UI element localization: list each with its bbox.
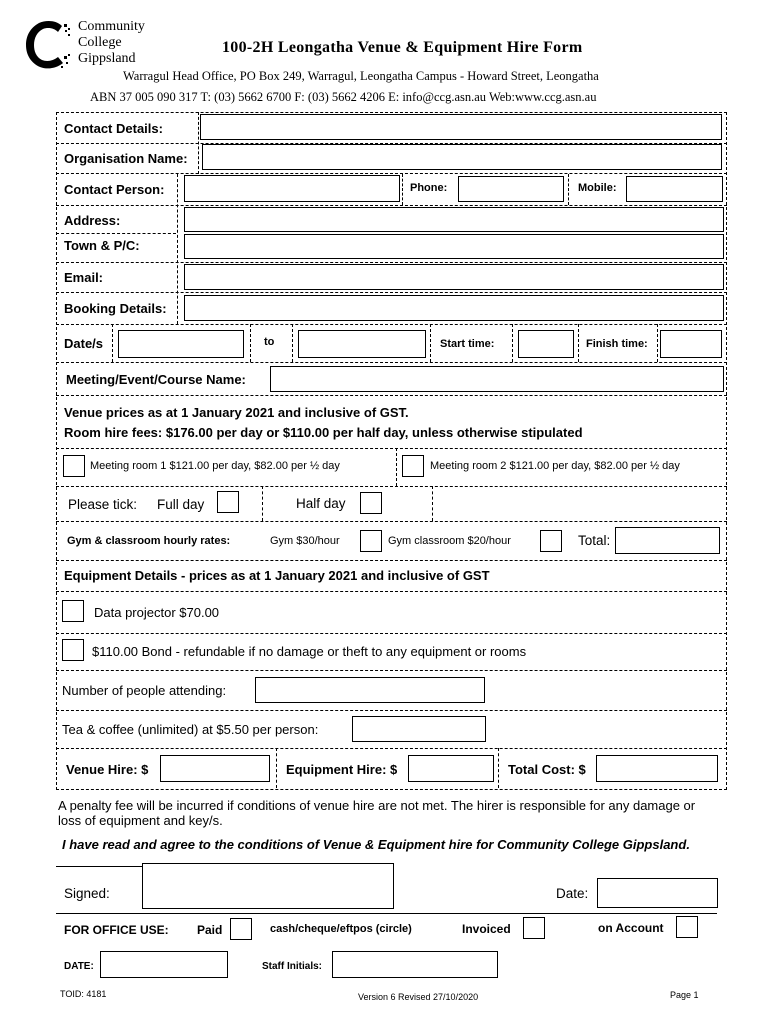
meeting-room-1-label: Meeting room 1 $121.00 per day, $82.00 per ½ day — [90, 460, 340, 472]
gym-checkbox[interactable] — [360, 530, 382, 552]
address-label: Address: — [64, 213, 121, 228]
office-date-label: DATE: — [64, 961, 94, 972]
staff-initials-field[interactable] — [332, 951, 498, 978]
penalty-text: A penalty fee will be incurred if conditions of venue hire are not met. The hirer is responsible for any damage or loss of equipment and key/s. — [58, 798, 696, 828]
please-tick-label: Please tick: — [68, 497, 138, 512]
meeting-name-field[interactable] — [270, 366, 724, 392]
page-number: Page 1 — [670, 990, 699, 1000]
room-hire-fees: Room hire fees: $176.00 per day or $110.00 per half day, unless otherwise stipulated — [64, 425, 583, 440]
total-cost-label: Total Cost: $ — [508, 762, 586, 777]
gym-label: Gym $30/hour — [270, 535, 340, 547]
booking-details-label: Booking Details: — [64, 301, 167, 316]
date-to-field[interactable] — [298, 330, 426, 358]
full-day-label: Full day — [157, 497, 205, 512]
office-use-label: FOR OFFICE USE: — [64, 923, 169, 937]
venue-hire-field[interactable] — [160, 755, 270, 782]
logo-line: College — [78, 35, 122, 50]
data-projector-label: Data projector $70.00 — [94, 605, 220, 620]
total-field[interactable] — [615, 527, 720, 554]
mobile-label: Mobile: — [578, 182, 617, 194]
office-divider — [56, 913, 717, 914]
data-projector-checkbox[interactable] — [62, 600, 84, 622]
page-title: 100-2H Leongatha Venue & Equipment Hire Form — [222, 39, 583, 56]
meeting-room-1-checkbox[interactable] — [63, 455, 85, 477]
organisation-label: Organisation Name: — [64, 151, 188, 166]
toid-label: TOID: 4181 — [60, 989, 107, 999]
logo-line: Gippsland — [78, 51, 136, 66]
bond-checkbox[interactable] — [62, 639, 84, 661]
date-from-field[interactable] — [118, 330, 244, 358]
town-field[interactable] — [184, 234, 724, 259]
abn-line: ABN 37 005 090 317 T: (03) 5662 6700 F: (03) 5662 4206 E: info@ccg.asn.au Web:www.ccg.asn.au — [90, 90, 597, 104]
contact-details-label: Contact Details: — [64, 121, 163, 136]
invoiced-label: Invoiced — [462, 922, 511, 936]
phone-label: Phone: — [410, 182, 448, 194]
paid-label: Paid — [197, 923, 223, 937]
start-time-label: Start time: — [440, 338, 495, 350]
payment-method-label: cash/cheque/eftpos (circle) — [270, 923, 412, 935]
logo-line: Community — [78, 19, 145, 34]
logo-c-mark-icon — [22, 18, 72, 70]
on-account-label: on Account — [598, 921, 664, 935]
office-date-field[interactable] — [100, 951, 228, 978]
contact-person-field[interactable] — [184, 175, 400, 202]
booking-details-field[interactable] — [184, 295, 724, 321]
gym-classroom-label: Gym classroom $20/hour — [388, 535, 511, 547]
bond-label: $110.00 Bond - refundable if no damage or theft to any equipment or rooms — [92, 644, 527, 659]
equipment-heading: Equipment Details - prices as at 1 January 2021 and inclusive of GST — [64, 568, 490, 583]
half-day-label: Half day — [296, 496, 346, 511]
contact-person-label: Contact Person: — [64, 182, 165, 197]
gym-classroom-checkbox[interactable] — [540, 530, 562, 552]
invoiced-checkbox[interactable] — [523, 917, 545, 939]
logo-text — [78, 19, 145, 67]
town-label: Town & P/C: — [64, 238, 140, 253]
logo — [22, 18, 72, 70]
equipment-hire-field[interactable] — [408, 755, 494, 782]
email-label: Email: — [64, 270, 104, 285]
organisation-field[interactable] — [202, 144, 722, 170]
full-day-checkbox[interactable] — [217, 491, 239, 513]
venue-hire-label: Venue Hire: $ — [66, 762, 149, 777]
contact-details-field[interactable] — [200, 114, 722, 140]
email-field[interactable] — [184, 264, 724, 290]
agreement-text: I have read and agree to the conditions of Venue & Equipment hire for Community College Gippsland. — [62, 837, 690, 852]
half-day-checkbox[interactable] — [360, 492, 382, 514]
mobile-field[interactable] — [626, 176, 723, 202]
staff-initials-label: Staff Initials: — [262, 961, 323, 972]
meeting-name-label: Meeting/Event/Course Name: — [66, 372, 246, 387]
people-attending-label: Number of people attending: — [62, 683, 227, 698]
sign-date-field[interactable] — [597, 878, 718, 908]
finish-time-label: Finish time: — [586, 338, 648, 350]
sign-date-label: Date: — [556, 886, 589, 901]
dates-label: Date/s — [64, 336, 104, 351]
tea-coffee-field[interactable] — [352, 716, 486, 742]
finish-time-field[interactable] — [660, 330, 722, 358]
meeting-room-2-label: Meeting room 2 $121.00 per day, $82.00 per ½ day — [430, 460, 680, 472]
people-attending-field[interactable] — [255, 677, 485, 703]
gym-rates-label: Gym & classroom hourly rates: — [67, 535, 231, 547]
on-account-checkbox[interactable] — [676, 916, 698, 938]
venue-prices-heading: Venue prices as at 1 January 2021 and inclusive of GST. — [64, 405, 409, 420]
total-cost-field[interactable] — [596, 755, 718, 782]
version-label: Version 6 Revised 27/10/2020 — [358, 992, 479, 1002]
start-time-field[interactable] — [518, 330, 574, 358]
address-field[interactable] — [184, 207, 724, 232]
phone-field[interactable] — [458, 176, 564, 202]
meeting-room-2-checkbox[interactable] — [402, 455, 424, 477]
address-line: Warragul Head Office, PO Box 249, Warragul, Leongatha Campus - Howard Street, Leongatha — [123, 69, 599, 83]
tea-coffee-label: Tea & coffee (unlimited) at $5.50 per person: — [62, 722, 319, 737]
signature-field[interactable] — [142, 863, 394, 909]
equipment-hire-label: Equipment Hire: $ — [286, 762, 398, 777]
signed-label: Signed: — [64, 886, 110, 901]
date-to-label: to — [264, 336, 275, 348]
total-label: Total: — [578, 533, 611, 548]
paid-checkbox[interactable] — [230, 918, 252, 940]
